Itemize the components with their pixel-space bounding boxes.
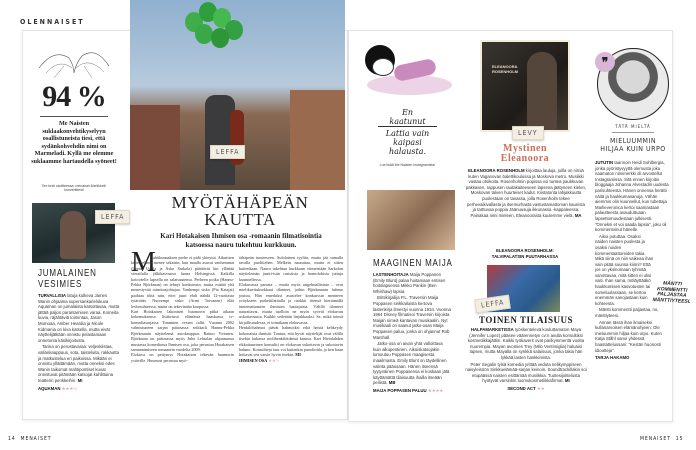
paragraph: tähäpeän tunteeseen. Sulolainen tyyliin, mutta jää samalla tavalla puolitiehen. Melkein naurattaa, mutta ei sitten kuitenkaan. Nauru tukehtuu kurkkuun viimeistään Sarkolan näyttelemän juntti-isän rasistisia ja homofobisia juttuja kuunnellessa. Elokuvassa parasta – mutta myös ongelmallisinta – ovat mielikuvituksekkaat tilanteet, joihin Björkmanin hahmo joutuu. Hän emerkiksi asustelee konkurssin menneen yritykseen parkettilattialla ja ruokkii itsensä kiertämällä tuntemattomien ihmisten hautajaisia. Välillä tilanteet naurattavat, mutta tuolloin ne myös syövät elokuvan uskottavuutta. Kaikki vedetään linjakkaaksi. Se, mikä toimii kirjallisuudessa, ei toimikaan elokuvassa. Henkilöhahmot jäävät hahmoiksi eikä heistä kehkeydy kokonaisia ihmisiä. Tuntuu, että hyvät näyttelijät ovat välillä itsekin hukassa roolihenkilöidensä kanssa. Kari Hietalahden rikkaituurinen konsultti on elokuvan uskottavin ja uskottavin hahmo. Konsultteja taas voi kuitenkin parodioida, ja ken kaan hoitavat sen varsin hyvin itsekin. — [239, 255, 343, 358]
myotahapea-subtitle: Kari Hotakaisen Ihmisen osa -romaanin filmatisointia katsoessa nauru tukehtuu kurkkuun. — [160, 232, 322, 249]
page-number: 15 — [675, 436, 684, 442]
brand: MENAISET — [20, 436, 52, 442]
divider — [612, 132, 654, 133]
eleanoora-title: Mystinen Eleanoora — [500, 143, 550, 164]
signature: MI — [77, 377, 83, 383]
myotahapea-tag: LEFFA — [210, 145, 245, 159]
lead-word: JUTUTIN — [595, 160, 614, 165]
aquaman-tag: LEFFA — [95, 210, 130, 224]
rating-stars: ★★½ — [268, 357, 279, 363]
lead-word: ELEANOORA ROSENHOLM — [468, 168, 525, 173]
paragraph: taannoin Heidi Sohlbergia, jonka pyöristyvyyttä olemusta joku naamaton nimimerkki oli arvostellut Instagramissa. Sitä ennen kirjoitin bloggaaja Johanna Alvestadin uudesta parisuhteesta. Hänen onnensa herätti näitä ja haukkumasanoja. Vähän aiemmin olin kuunnellut, kun tubettaja Marlieveronica kertoi saamastaan palautteesta avauduttuaan lapsettomuudestaan julkisesti. "Onneksi et voi saada lapsia", joku oli kommentoinut hänelle. — [595, 160, 669, 233]
stat-value: 94 % — [42, 80, 106, 113]
quote-line: En — [402, 108, 413, 117]
paragraph: Maija Poppanen (Emily Blunt) palaa hoitamaan entisen hoitolapsensa Mikko Pankin (Ben Whishaw) lapsia. — [373, 272, 446, 294]
myotahapea-col1: ahtikunnaksen perhe ei pidä yhteyttä. Aikuisten lasten elämä menee sekaisin, kun maalla asuvat vanhemmat (Leena Uotila ja Asko Sarkola) päättävät kin yllättää vierailulla jälkikasvunsa luona Helsingissä. Kaikilla kotoväelle lapsella on salaisuutensa. Perheen poika (Hannu-Pekka Björkman) on tehnyt konkurssin, mutta esittää yhä menestyvää toimitusjohtajaa. Vanhempi sisko (Pia Katajai) paahtaa töitä niin, ettei juuri ehdi nähdä 12-vuotiasta tytärtään. Nuorempi sisko (Armi Toivanen) elää lesbosuhteessa, mutta on tekevinään kuopussa. Kari Hotakaisen lakonisen huumorin pitkä aikaan kokemuksensa lisäävässä elämässä haaskassa tv-komediasarjassa Tummien vesien rallit. Vuonna 2002 valmistuneen sarjan pääosassa seikkaili Hannu-Pekka Björkmanin näyttelemä autokauppias Raimo Virtanen. Björkman on pääosassa myös Juha Lehtolan ohjaamassa mustassa komediassa Ihmisen osa, joka perustuu Hotakaisen samannimiseen romaaniin vuodelta 2009. Elokuva on pettymys Hotakaisen tekevän huumorin ystäville. Huumori perustuu myö- — [131, 255, 234, 363]
lead-word: HALPAMARKETISSA — [470, 327, 514, 332]
eleanoora-release: ELEANOORA ROSENHOLM: TALVIPALATSIN PUUTARHASSA — [491, 248, 559, 259]
toinen-title: TOINEN TILAISUUS — [479, 315, 573, 325]
footer-left — [8, 436, 52, 442]
album-cover-text: ELEANOORA ROSENHOLM — [492, 64, 518, 74]
lead-word: TURVALLISIA — [38, 293, 67, 298]
maija-body — [373, 272, 451, 394]
paragraph: Brittikirjailija P.L. Traversin Maija Poppasen seikkailuista kertova lastenkirja ilmestyi vuonna 1934. Vuonna 1964 Disney filmatisoi Traversin kirjoista Maijan nimeä kantavan musikaalin. Nyt musikaali on saanut jatko-osan Maija Poppasen paluu, jonka on ohjannut Rob Marshall. — [373, 295, 451, 340]
dropcap: M — [131, 247, 156, 278]
heart-hands-icon — [34, 38, 114, 83]
myotahapea-title: MYÖTÄHÄPEÄN KAUTTA — [171, 193, 309, 229]
signature: MB — [388, 380, 396, 386]
toinen-tag: LEFFA — [474, 295, 511, 314]
rating-stars: ★★ — [536, 385, 545, 391]
album-cover-image — [480, 40, 570, 132]
divider — [40, 116, 108, 117]
sleeping-woman-illustration — [362, 40, 452, 100]
rating-label: MAIJA POPPASEN PALUU — [373, 387, 427, 393]
paragraph: Annan tässä ihan ilmaiseksi kullanarvoisen elämänohjeen: Ole mieluummin hiljaa kuin urpo. Kuten Katja Ståhl sanoi yhdessä haastattelussani: "Kestän huonosti idiootteja". — [595, 319, 662, 353]
sticker-quote: MÄNTTI KOMMENTTI PALJASTAA MÄNTTIYTEESI. — [652, 280, 691, 305]
paragraph: Aikoi potuttaa. Osaksi näiden naisten puolesta ja osaksi noiden kommentaattoreiden takia. Mikä siinä on niin vaikeaa ihan vain pitää suunsa kiinni? Että jos on yksinomaan tyhmää sanottavaa, mitä sitten ei olisi vaiti. Ihan sama, möläyttääkö haukkumisen kasvotusten tai someluolassaan, se kertoo enemmän sanojastaan kuin kohteesta. — [595, 233, 654, 306]
signature: MA — [574, 212, 582, 218]
lead-word: LASTENHOITAJA — [373, 272, 409, 277]
quote-line: Lattia vain — [385, 129, 430, 138]
rating-label: AQUAMAN — [38, 385, 61, 391]
mary-poppins-image — [367, 190, 455, 250]
halaus-caption: Lue lisää Me Naisten Instagramista! — [379, 163, 436, 167]
author: TARJA HAKAMO — [595, 355, 630, 361]
stat-source: Tee testi osoitteessa: menaiset.fi/artikkeli/ konvehtitesti — [41, 184, 107, 193]
quote-line: kaipasi — [393, 138, 422, 147]
paragraph: latuja kulkeva James Wanin ohjaama supersankarielokuva Aquaman on jumalaista katsottavaa, mutta jättää paljon parantamisen varaa. Komeita kuvia, räjähtäviä toimintaa, Jason Momoaa, Amber Heardia ja Nicole Kidmania on kiva katsella, mutta eivät näyttelijätkään onnistu pelastamaan onnetonta käsikirjoitusta. — [38, 293, 120, 343]
paragraph: Mäntti kommentti paljastaa, no, mänttiyteesi. — [595, 307, 659, 319]
balloon-man-image — [130, 0, 345, 190]
stat-text: Me Naisten suklaakonvehtikyselyyn osallistuneista tiesi, että sydänkohvehdin nimi on Marmeladi. Kyllä me olemme suklaamme hartaudella syöneet! — [31, 120, 117, 165]
rating-stars: ★★★★ — [427, 387, 444, 393]
rating-stars: ★★★½ — [61, 385, 77, 391]
paragraph: Peter Segalin tylsä komedia yrittää vedota nelikymppiseen naisyleisöön Sinkkuelämää-sarjan keinoin. Soundtrackillakin soi etupäässä naisten esittämää musiikkia. Tuotesijoittelusta hyötyvät varsinkin luomukosmetiikkafirmat. — [465, 361, 587, 384]
quote-line: halausta. — [388, 147, 427, 156]
paragraph: Jatko-osa on aivan yhtä valloittava kuin alkuperäinen. Aikuiskatsojakin lumoutuu Poppasen maagisesta maailmasta. Emily Blunt on täydellinen valinta pääosaan. Hänen itseensä tyytyväinen Poppasensa ei koskaan jätä käyttämättä tilaisuutta ihailla itseään peilistä. — [373, 341, 450, 386]
section-label: OLENNAISET — [20, 18, 85, 26]
mielta-body — [595, 160, 670, 362]
brand: MENAISET — [640, 436, 671, 442]
footer-right — [640, 436, 684, 442]
signature: MI — [295, 352, 301, 358]
paragraph: Tarina on perustavaraa: veljeskiistaa, vallankaappaus, sota, taisteluita, rakkautta ja matkustelua eri paikoissa. Mikään ei onnistu yllättämään, mutta onneksi edes Wanin taikomat mahtipontiset kuvat onnistuvat pitämään katsojat kahlittuina teatterin penkkeihin. — [38, 344, 119, 383]
quote-line: kaatunut — [378, 117, 437, 127]
rating-label: SECOND ACT — [507, 385, 536, 391]
levy-tag: LEVY — [512, 126, 544, 140]
myotahapea-col2 — [239, 255, 343, 363]
paragraph: työskentelevä kouluttamaton Maya (Jennifer Lopez) pääsee väärennetyn cv:n avulla konsultiksi kosmetiikkajättiin. Kaikki työkaverit ovat parikymmentä vuotta nuorempia. Mayan avomies Trey (Milo Ventimiglia) haluaisi lapsen, mutta Mayalla on synkkä salaisuus, jonka takia hän lykkää lasten hankkimista. — [467, 327, 585, 360]
signature: MI — [564, 378, 570, 384]
page-number: 14 — [8, 436, 16, 442]
aquaman-body — [38, 293, 120, 392]
paragraph: kirjoittaa lauluja, joilla on nimiä kuten Vaganovan balettikoulussa ja Moskova metro. Musiikki vastaa otsikoita. Rosenholmin popissa voi tuntea paukkuvan pakkasen, rappusen rautakaiteeseen lapsena jäätyneen kielen, Moskovan talven huurteiset kadut. Kiistatonta lahjakkuutta puolestaan on tavassa, jolla Rosenholm tekee perhevaikivallasta ja itsemurhasta vastustamattoman kaunista ja tarttuvaa poppia Jäänuusuja ikkunassa -kappaleessa. Painakaa nimi mieleen, Eleanoorasta kuulemme vielä. — [465, 168, 587, 218]
quote-icon: ❞ — [595, 52, 615, 72]
rating-label: IHMISEN OSA — [239, 357, 268, 363]
mielta-title: MIELUUMMIN HILJAA KUIN URPO — [600, 137, 666, 153]
aquaman-title: JUMALAINEN VESIMIES — [38, 268, 97, 290]
mielta-kicker: TÄTÄ MIELTÄ — [615, 125, 651, 130]
eleanoora-body — [465, 168, 587, 218]
toinen-body — [464, 327, 588, 393]
maija-title: MAAGINEN MAIJA — [373, 258, 453, 269]
halaus-quote — [360, 108, 455, 156]
